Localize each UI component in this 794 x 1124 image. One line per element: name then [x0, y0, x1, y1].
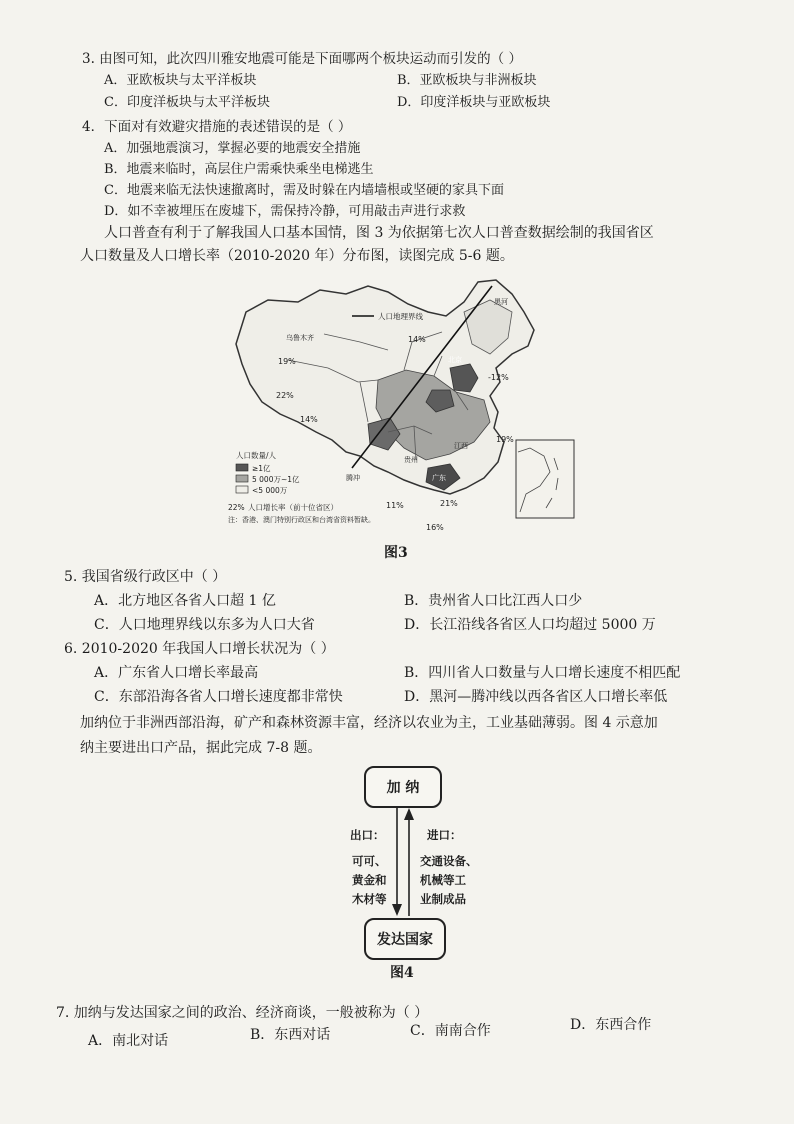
rate-label: 19% — [496, 435, 514, 444]
rate-label: -12% — [488, 373, 509, 382]
import-arrowhead — [404, 808, 414, 820]
q6-option-d: D．黑河—腾冲线以西各省区人口增长率低 — [404, 689, 668, 705]
intro-56-line1: 人口普查有利于了解我国人口基本国情，图 3 为依据第七次人口普查数据绘制的我国省区 — [104, 225, 654, 241]
q3-stem: 3. 由图可知，此次四川雅安地震可能是下面哪两个板块运动而引发的（ ） — [82, 51, 522, 67]
legend-item-label: <5 000万 — [252, 486, 288, 495]
q6-option-a: A．广东省人口增长率最高 — [94, 665, 259, 681]
q3-option-c: C．印度洋板块与太平洋板块 — [104, 95, 270, 110]
import-item: 业制成品 — [420, 892, 466, 906]
place-beijing: 北京 — [448, 356, 462, 364]
map-note: 注：香港、澳门特别行政区和台湾省资料暂缺。 — [228, 516, 375, 524]
q5-option-b: B．贵州省人口比江西人口少 — [404, 593, 583, 609]
place-jiangxi: 江西 — [454, 442, 468, 450]
rate-label: 22% — [276, 391, 294, 400]
trade-arrows — [388, 806, 418, 918]
q7-stem: 7. 加纳与发达国家之间的政治、经济商谈，一般被称为（ ） — [56, 1005, 429, 1021]
import-item: 机械等工 — [420, 873, 466, 887]
developed-countries-node: 发达国家 — [364, 918, 446, 960]
legend-growth-label: 人口增长率（前十位省区） — [248, 503, 338, 512]
import-item: 交通设备、 — [420, 854, 478, 868]
legend-swatch-light — [236, 486, 248, 493]
q4-option-b: B．地震来临时，高层住户需乘快乘坐电梯逃生 — [104, 162, 374, 177]
figure-4-caption: 图4 — [390, 965, 414, 981]
q3-option-a: A．亚欧板块与太平洋板块 — [104, 73, 257, 88]
export-label: 出口： — [350, 828, 385, 842]
q5-option-a: A．北方地区各省人口超 1 亿 — [94, 593, 276, 609]
place-guizhou: 贵州 — [404, 456, 418, 464]
intro-78-line1: 加纳位于非洲西部沿海，矿产和森林资源丰富，经济以农业为主，工业基础薄弱。图 4 示意加 — [80, 715, 658, 731]
line-legend-label: 人口地理界线 — [378, 312, 423, 321]
export-item: 可可、 — [352, 854, 387, 868]
place-tengchong: 腾冲 — [346, 474, 360, 482]
rate-label: 19% — [278, 357, 296, 366]
q5-stem: 5. 我国省级行政区中（ ） — [64, 569, 227, 585]
q6-option-b: B．四川省人口数量与人口增长速度不相匹配 — [404, 665, 681, 681]
place-urumqi: 乌鲁木齐 — [286, 334, 314, 342]
q7-option-a: A．南北对话 — [88, 1033, 169, 1049]
q4-option-c: C．地震来临无法快速撤离时，需及时躲在内墙墙根或坚硬的家具下面 — [104, 183, 504, 198]
intro-78-line2: 纳主要进出口产品，据此完成 7-8 题。 — [80, 740, 322, 756]
q6-stem: 6. 2010-2020 年我国人口增长状况为（ ） — [64, 641, 335, 657]
legend-item-label: ≥1亿 — [252, 464, 271, 473]
rate-label: 11% — [386, 501, 404, 510]
import-label: 进口： — [427, 828, 462, 842]
q5-option-d: D．长江沿线各省区人口均超过 5000 万 — [404, 617, 656, 633]
q5-option-c: C．人口地理界线以东多为人口大省 — [94, 617, 315, 633]
place-heihe: 黑河 — [494, 298, 508, 306]
legend-item-label: 5 000万~1亿 — [252, 475, 300, 484]
legend-growth-example: 22% — [228, 503, 245, 512]
q4-option-d: D．如不幸被埋压在废墟下，需保持冷静，可用敲击声进行求救 — [104, 204, 466, 219]
rate-label: 14% — [408, 335, 426, 344]
legend-title: 人口数量/人 — [236, 451, 277, 460]
export-arrowhead — [392, 904, 402, 916]
export-item: 木材等 — [352, 892, 387, 906]
rate-label: 14% — [300, 415, 318, 424]
q4-option-a: A．加强地震演习，掌握必要的地震安全措施 — [104, 141, 361, 156]
legend-swatch-dark — [236, 464, 248, 471]
q7-option-b: B．东西对话 — [250, 1027, 331, 1043]
q7-option-c: C．南南合作 — [410, 1023, 491, 1039]
export-item: 黄金和 — [352, 873, 387, 887]
place-guangdong: 广东 — [432, 474, 446, 482]
legend-swatch-mid — [236, 475, 248, 482]
china-population-map — [228, 272, 578, 534]
rate-label: 16% — [426, 523, 444, 532]
q4-stem: 4．下面对有效避灾措施的表述错误的是（ ） — [82, 119, 352, 135]
q3-option-d: D．印度洋板块与亚欧板块 — [397, 95, 551, 110]
intro-56-line2: 人口数量及人口增长率（2010-2020 年）分布图，读图完成 5-6 题。 — [80, 248, 514, 264]
figure-3-caption: 图3 — [384, 545, 408, 561]
q7-option-d: D．东西合作 — [570, 1017, 652, 1033]
q3-option-b: B．亚欧板块与非洲板块 — [397, 73, 537, 88]
rate-label: 21% — [440, 499, 458, 508]
ghana-node: 加 纳 — [364, 766, 442, 808]
q6-option-c: C．东部沿海各省人口增长速度都非常快 — [94, 689, 343, 705]
